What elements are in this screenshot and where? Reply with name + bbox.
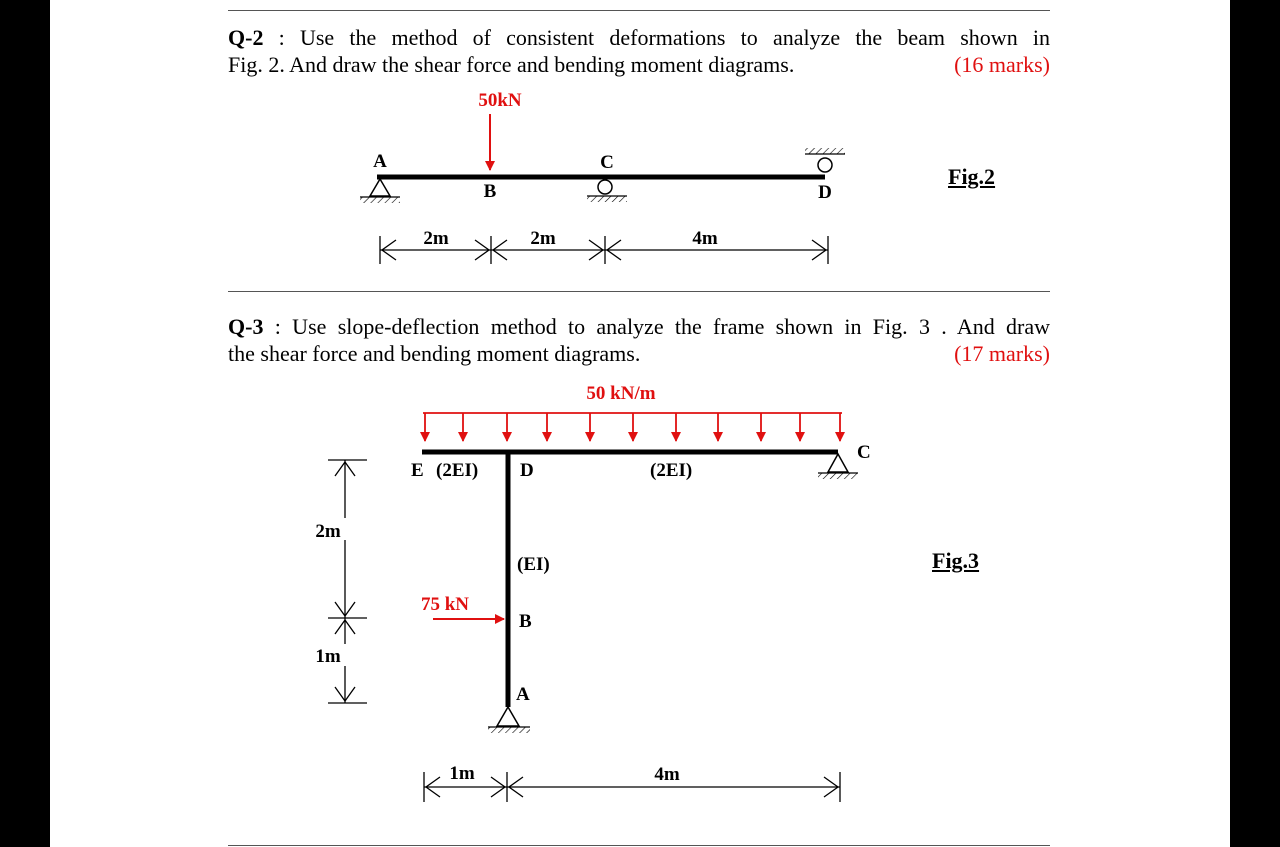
- point-a-label: A: [373, 151, 387, 172]
- q3-marks: (17 marks): [954, 341, 1050, 366]
- point-b-label: B: [519, 611, 532, 632]
- dim-cd-label: 4m: [692, 228, 718, 249]
- roller-support-c: [587, 180, 627, 202]
- q3-number: Q-3: [228, 314, 264, 339]
- pin-support-a: [488, 707, 530, 733]
- fig3-frame-diagram: [310, 383, 871, 802]
- q2-line1: : Use the method of consistent deformations to analyze the beam shown in: [278, 25, 1051, 50]
- q2-marks: (16 marks): [954, 52, 1050, 77]
- dim-height-1m-label: 1m: [315, 646, 341, 667]
- q2-line2: Fig. 2. And draw the shear force and bending moment diagrams.: [228, 52, 795, 77]
- figures-canvas: [50, 0, 1230, 847]
- point-c-label: C: [600, 152, 614, 173]
- fig3-horizontal-dimensions: [424, 772, 840, 802]
- column-stiffness: (EI): [517, 554, 550, 575]
- point-d-label: D: [818, 182, 832, 203]
- fig2-beam-diagram: [360, 90, 845, 264]
- point-e-label: E: [411, 460, 424, 481]
- dim-height-2m-label: 2m: [315, 521, 341, 542]
- point-b-label: B: [483, 181, 497, 202]
- q3-line2: the shear force and bending moment diagrams.: [228, 341, 641, 366]
- fig3-label: Fig.3: [932, 548, 980, 573]
- dim-width-1m-label: 1m: [449, 763, 475, 784]
- dim-width-4m-label: 4m: [654, 764, 680, 785]
- udl-load: [423, 413, 842, 441]
- roller-support-d: [805, 148, 845, 172]
- fig2-label: Fig.2: [948, 164, 996, 189]
- load-75kn-label: 75 kN: [420, 594, 470, 615]
- pin-support-a: [360, 179, 400, 203]
- dim-ab-label: 2m: [423, 228, 449, 249]
- dim-bc-label: 2m: [530, 228, 556, 249]
- pin-support-c: [818, 454, 858, 479]
- point-a-label: A: [516, 684, 530, 705]
- q3-line1: : Use slope-deflection method to analyze the frame shown in Fig. 3 . And draw: [274, 314, 1051, 339]
- q2-number: Q-2: [228, 25, 264, 50]
- beam-dc-stiffness: (2EI): [650, 460, 693, 481]
- point-d-label: D: [520, 460, 534, 481]
- document-page: [50, 0, 1230, 847]
- load-50kn-label: 50kN: [478, 90, 522, 111]
- point-c-label: C: [857, 442, 871, 463]
- udl-label: 50 kN/m: [586, 383, 656, 404]
- beam-ed-stiffness: (2EI): [436, 460, 479, 481]
